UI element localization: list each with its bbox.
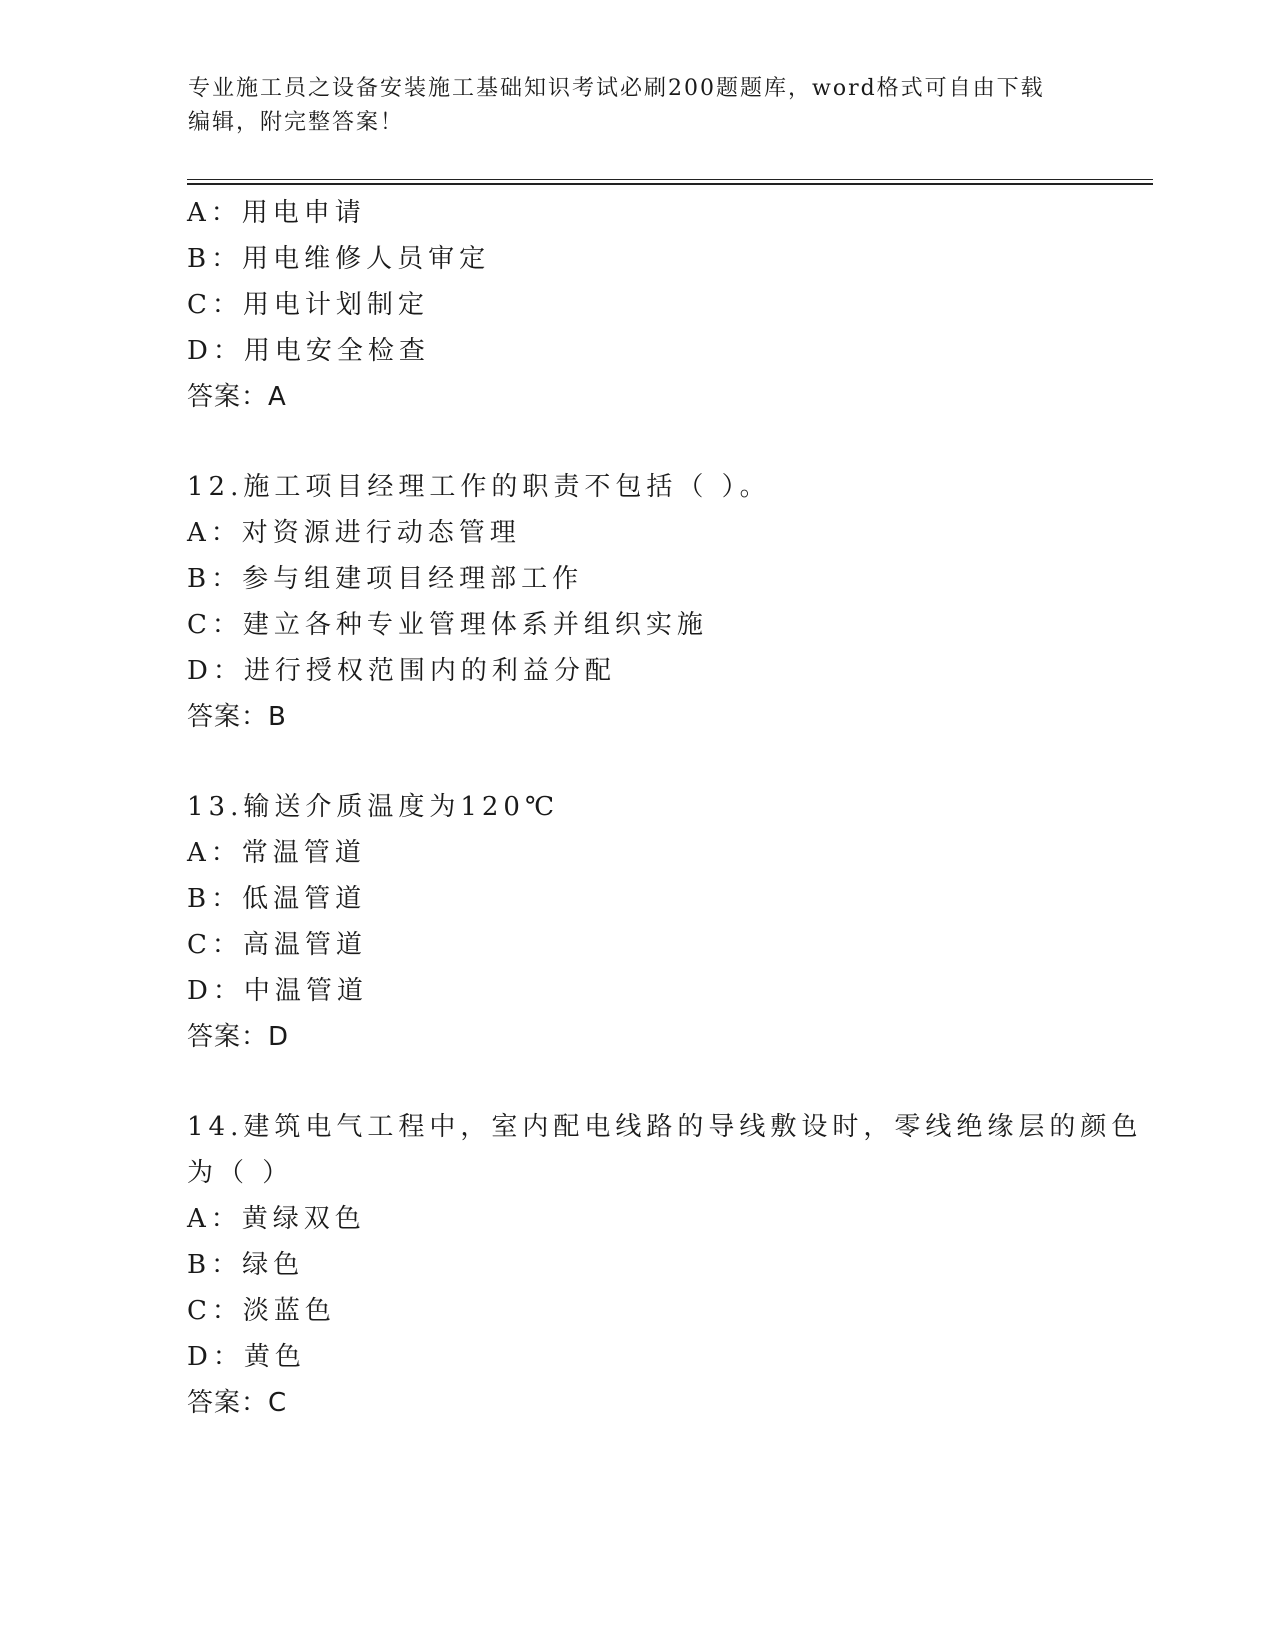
option-b: B：参与组建项目经理部工作 — [187, 564, 584, 594]
header-divider-thin — [187, 179, 1153, 180]
option-b: B：低温管道 — [187, 884, 367, 914]
question-14 — [187, 1104, 1143, 1426]
option-d: D：用电安全检查 — [187, 336, 430, 366]
option-c: C：高温管道 — [187, 930, 367, 960]
question-list — [187, 190, 1143, 1426]
header-divider-thick — [187, 183, 1153, 185]
question-text-line-2: 为（ ） — [187, 1158, 294, 1188]
answer: 答案：D — [187, 1022, 290, 1052]
document-header — [188, 72, 1088, 140]
question-text: 12.施工项目经理工作的职责不包括（ ）。 — [187, 472, 771, 502]
answer: 答案：A — [187, 382, 287, 412]
option-b: B：用电维修人员审定 — [187, 244, 491, 274]
question-text-line-1: 14.建筑电气工程中，室内配电线路的导线敷设时，零线绝缘层的颜色 — [187, 1112, 1143, 1142]
option-a: A：对资源进行动态管理 — [187, 518, 521, 548]
question-11 — [187, 190, 1087, 420]
question-13 — [187, 784, 1087, 1060]
header-line-1: 专业施工员之设备安装施工基础知识考试必刷200题题库，word格式可自由下载 — [188, 76, 1045, 101]
option-d: D：黄色 — [187, 1342, 306, 1372]
option-c: C：建立各种专业管理体系并组织实施 — [187, 610, 708, 640]
question-12 — [187, 464, 1087, 740]
option-a: A：黄绿双色 — [187, 1204, 366, 1234]
option-a: A：常温管道 — [187, 838, 366, 868]
option-d: D：中温管道 — [187, 976, 368, 1006]
answer: 答案：B — [187, 702, 287, 732]
option-b: B：绿色 — [187, 1250, 305, 1280]
question-text: 13.输送介质温度为120℃ — [187, 792, 560, 822]
option-d: D：进行授权范围内的利益分配 — [187, 656, 616, 686]
option-c: C：淡蓝色 — [187, 1296, 336, 1326]
option-c: C：用电计划制定 — [187, 290, 429, 320]
option-a: A：用电申请 — [187, 198, 366, 228]
header-line-2: 编辑，附完整答案！ — [188, 110, 405, 135]
answer: 答案：C — [187, 1388, 288, 1418]
